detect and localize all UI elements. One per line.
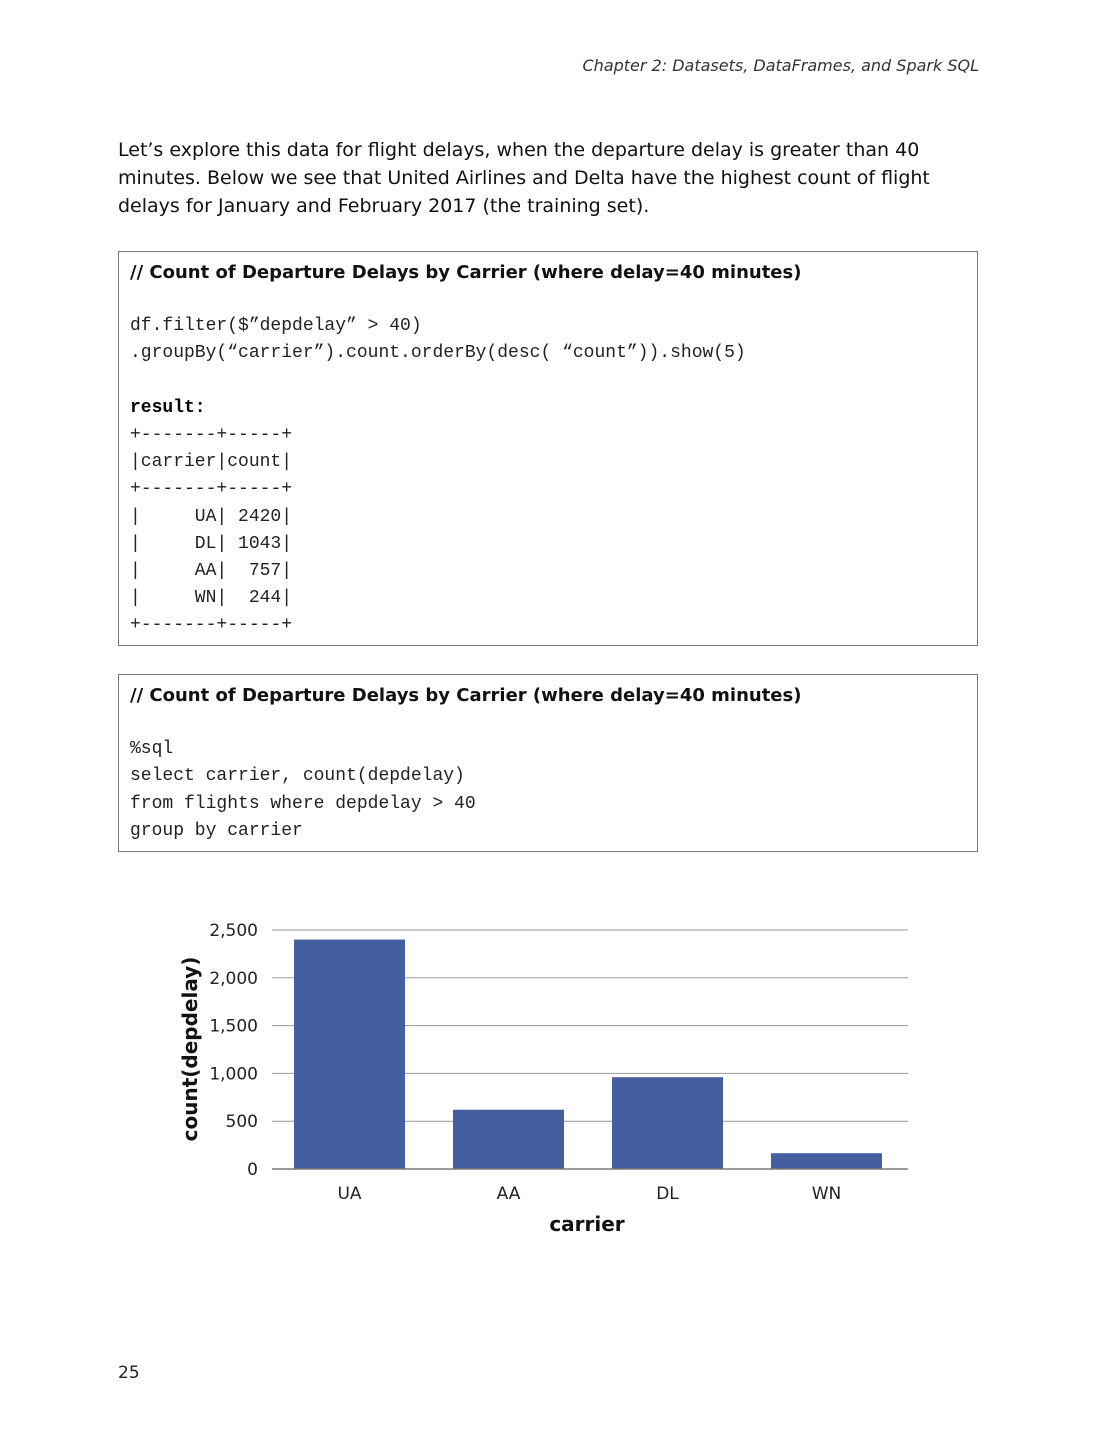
page-number: 25 (118, 1363, 140, 1383)
y-tick-label: 1,000 (209, 1064, 258, 1085)
result-line: +-------+-----+ (130, 479, 293, 500)
y-tick-label: 2,000 (209, 968, 258, 989)
result-line: +-------+-----+ (130, 615, 293, 636)
result-line: | UA| 2420| (130, 506, 293, 527)
y-tick-label: 0 (247, 1160, 258, 1180)
bar-dl (612, 1077, 723, 1169)
bar-aa (453, 1110, 564, 1169)
y-tick-label: 1,500 (209, 1016, 258, 1037)
result-line: | AA| 757| (130, 561, 293, 581)
result-line: | WN| 244| (130, 588, 293, 609)
y-tick-label: 2,500 (209, 921, 258, 941)
x-axis-title: carrier (549, 1212, 625, 1236)
code-block-title: // Count of Departure Delays by Carrier (where delay=40 minutes) (130, 262, 802, 283)
y-tick-label: 500 (225, 1112, 258, 1133)
code-line: .groupBy(“carrier”).count.orderBy(desc( “count”)).show(5) (130, 343, 746, 364)
bar-ua (294, 940, 405, 1169)
code-line: %sql (130, 739, 174, 760)
x-tick-label: DL (656, 1184, 679, 1204)
y-axis-title: count(depdelay) (178, 956, 202, 1142)
code-line: df.filter($”depdelay” > 40) (130, 316, 422, 337)
bar-wn (771, 1153, 882, 1169)
result-line: |carrier|count| (130, 452, 293, 473)
chapter-header: Chapter 2: Datasets, DataFrames, and Spark SQL (582, 56, 979, 75)
x-tick-label: WN (811, 1184, 842, 1204)
code-block-title: // Count of Departure Delays by Carrier (where delay=40 minutes) (130, 685, 802, 706)
result-line: | DL| 1043| (130, 533, 293, 554)
code-line: from flights where depdelay > 40 (130, 793, 476, 814)
x-tick-label: AA (496, 1184, 521, 1204)
result-line: +-------+-----+ (130, 424, 293, 445)
x-tick-label: UA (337, 1184, 362, 1204)
intro-paragraph: Let’s explore this data for flight delays, when the departure delay is greater than 40 minutes. Below we see that United Airlines and Delta have the highest count of flight delays for January and February 2017 (the training set). (118, 139, 930, 217)
code-line: select carrier, count(depdelay) (130, 766, 465, 787)
code-line: group by carrier (130, 820, 303, 841)
result-label: result: (130, 397, 206, 418)
